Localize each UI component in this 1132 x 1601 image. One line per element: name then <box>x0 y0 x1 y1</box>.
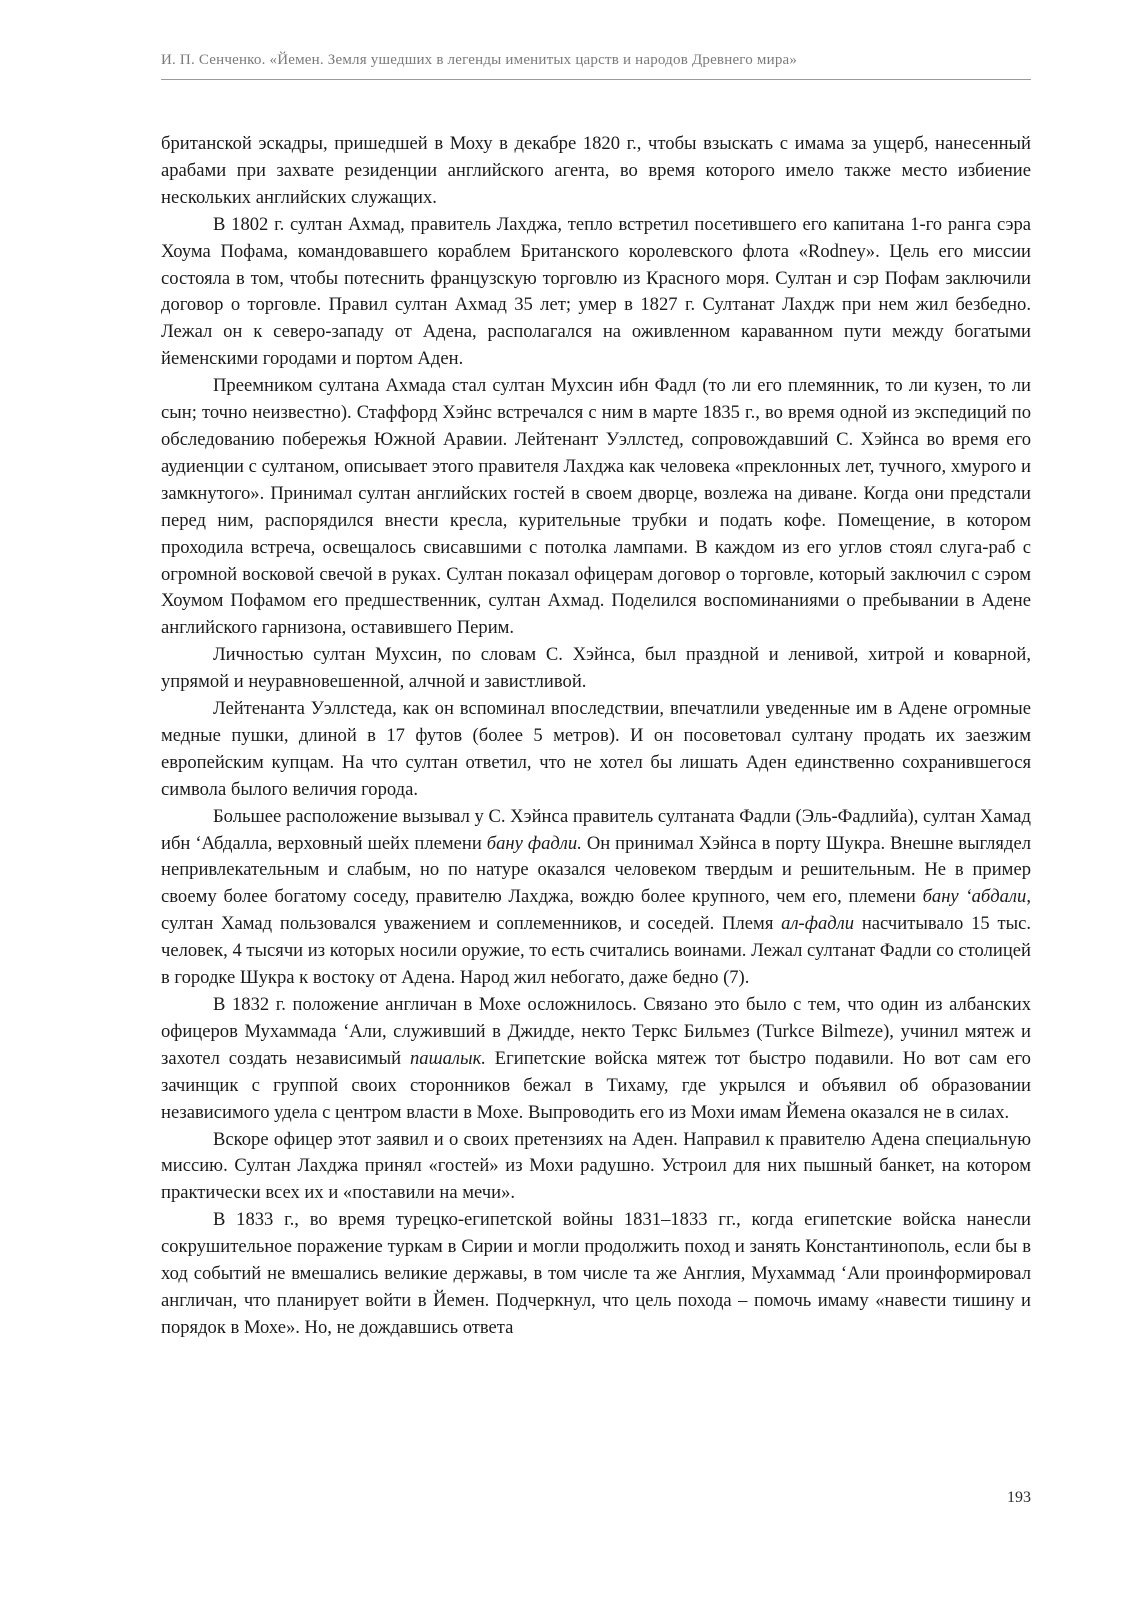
paragraph-4: Личностью султан Мухсин, по словам С. Хэйнса, был праздной и ленивой, хитрой и коварной, упрямой и неуравновешенной, алчной и завистливой. <box>161 644 1031 693</box>
paragraph-2: В 1802 г. султан Ахмад, правитель Лахджа, тепло встретил посетившего его капитана 1-го ранга сэра Хоума Пофама, командовавшего кораблем Британского королевского флота «Rodney». Цель его миссии состояла в том, чтобы потеснить французскую торговлю из Красного моря. Султан и сэр Пофам заключили договор о торговле. Правил султан Ахмад 35 лет; умер в 1827 г. Султанат Лахдж при нем жил безбедно. Лежал он к северо-западу от Адена, располагался на оживленном караванном пути между богатыми йеменскими городами и портом Аден. <box>161 213 1031 370</box>
paragraph-9: В 1833 г., во время турецко-египетской войны 1831–1833 гг., когда египетские войска нанесли сокрушительное поражение туркам в Сирии и могли продолжить поход и занять Константинополь, если бы в ход событий не вмешались великие державы, в том числе та же Англия, Мухаммад ‘Али проинформировал англичан, что планирует войти в Йемен. Подчеркнул, что цель похода – помочь имаму «навести тишину и порядок в Мохе». Но, не дождавшись ответа <box>161 1209 1031 1338</box>
paragraph-7-text-a: В 1832 г. положение англичан в Мохе осложнилось. Связано это было с тем, что один из албанских офицеров Мухаммада ‘Али, служивший в Джидде, некто Теркс Бильмез (Turkce Bilmeze), учинил мятеж и захотел создать независимый <box>161 994 1031 1069</box>
paragraph-8: Вскоре офицер этот заявил и о своих претензиях на Аден. Направил к правителю Адена специальную миссию. Султан Лахджа принял «гостей» из Мохи радушно. Устроил для них пышный банкет, на котором практически всех их и «поставили на мечи». <box>161 1128 1031 1204</box>
paragraph-3: Преемником султана Ахмада стал султан Мухсин ибн Фадл (то ли его племянник, то ли кузен, то ли сын; точно неизвестно). Стаффорд Хэйнс встречался с ним в марте 1835 г., во время одной из экспедиций по обследованию побережья Южной Аравии. Лейтенант Уэллстед, сопровождавший С. Хэйнса во время его аудиенции с султаном, описывает этого правителя Лахджа как человека «преклонных лет, тучного, хмурого и замкнутого». Принимал султан английских гостей в своем дворце, возлежа на диване. Когда они предстали перед ним, распорядился внести кресла, курительные трубки и подать кофе. Помещение, в котором проходила встреча, освещалось свисавшими с потолка лампами. В каждом из его углов стоял слуга-раб с огромной восковой свечой в руках. Султан показал офицерам договор о торговле, который заключил с сэром Хоумом Пофамом его предшественник, султан Ахмад. Поделился воспоминаниями о пребывании в Адене английского гарнизона, оставившего Перим. <box>161 375 1031 639</box>
body-text <box>161 131 1031 1342</box>
paragraph-5: Лейтенанта Уэллстеда, как он вспоминал впоследствии, впечатлили уведенные им в Адене огромные медные пушки, длиной в 17 футов (более 5 метров). И он посоветовал султану продать их заезжим европейским купцам. На что султан ответил, что не хотел бы лишать Аден единственно сохранившегося символа былого величия города. <box>161 698 1031 800</box>
paragraph-7 <box>161 992 1031 1127</box>
paragraph-7-italic-pashalyk: пашалык. <box>409 1047 486 1069</box>
paragraph-6-italic-bano-fadli: бану фадли. <box>486 832 582 854</box>
paragraph-6-text-a: Большее расположение вызывал у С. Хэйнса правитель султаната Фадли (Эль-Фадлийа), султан Хамад ибн ‘Абдалла, верховный шейх племени <box>161 805 1031 854</box>
paragraph-6-text-c: Он принимал Хэйнса в порту Шукра. Внешне выглядел непривлекательным и слабым, но по натуре оказался человеком твердым и решительным. Не в пример своему более богатому соседу, правителю Лахджа, вождю более крупного, чем его, племени <box>161 832 1031 908</box>
paragraph-6-italic-bano-abdali: бану ‘абдали <box>922 886 1027 908</box>
paragraph-6-italic-al-fadli: ал-фадли <box>781 913 855 935</box>
page-number: 193 <box>1007 1489 1031 1506</box>
paragraph-6 <box>161 804 1031 992</box>
paragraph-6-text-g: насчитывало 15 тыс. человек, 4 тысячи из которых носили оружие, то есть считались воинами. Лежал султанат Фадли со столицей в городке Шукра к востоку от Адена. Народ жил небогато, даже бедно (7). <box>161 913 1031 989</box>
paragraph-1: британской эскадры, пришедшей в Моху в декабре 1820 г., чтобы взыскать с имама за ущерб, нанесенный арабами при захвате резиденции английского агента, во время которого имело также место избиение нескольких английских служащих. <box>161 133 1031 208</box>
header-rule <box>161 79 1031 80</box>
paragraph-6-text-e: , султан Хамад пользовался уважением и соплеменников, и соседей. Племя <box>161 886 1031 935</box>
paragraph-7-text-c: Египетские войска мятеж тот быстро подавили. Но вот сам его зачинщик с группой своих сторонников бежал в Тихаму, где укрылся и объявил об образовании независимого удела с центром власти в Мохе. Выпроводить его из Мохи имам Йемена оказался не в силах. <box>161 1047 1031 1123</box>
running-head: И. П. Сенченко. «Йемен. Земля ушедших в легенды именитых царств и народов Древнего мира» <box>161 52 798 68</box>
